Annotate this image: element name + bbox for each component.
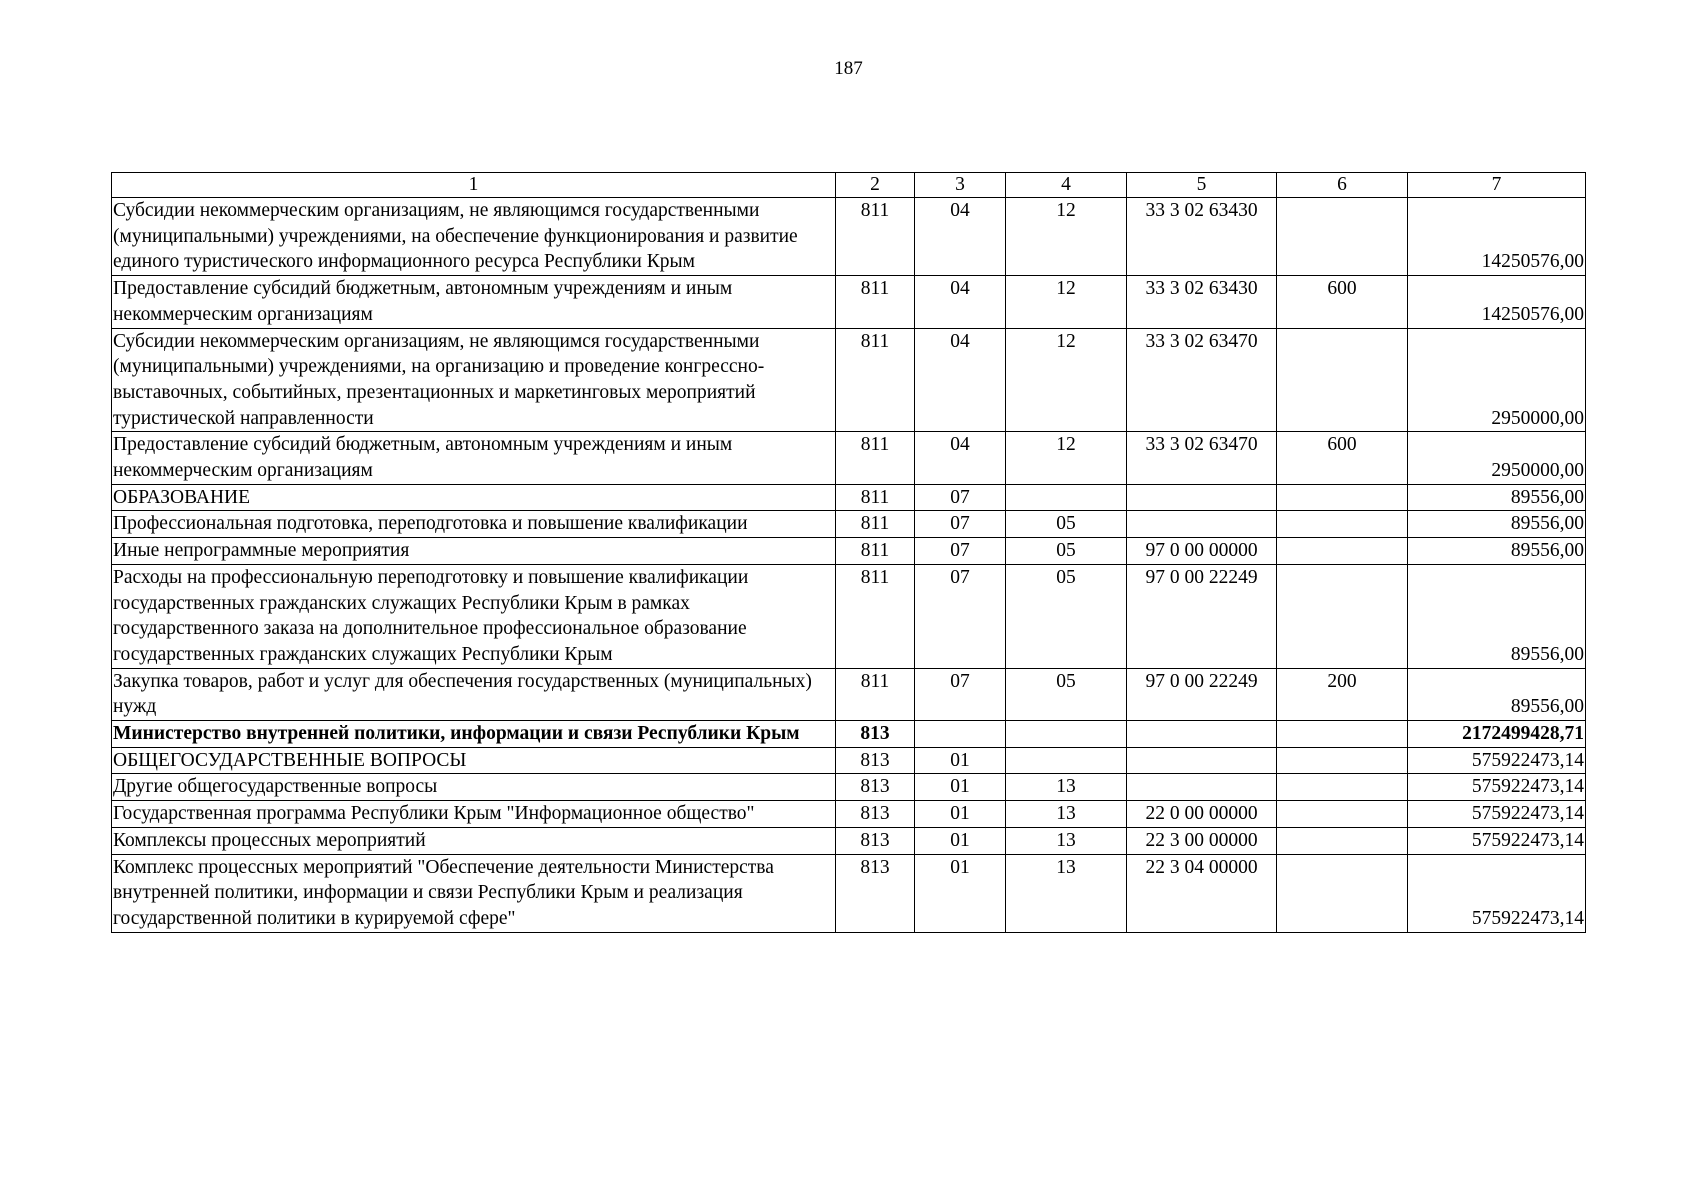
cell-amount: 575922473,14	[1408, 827, 1586, 854]
row-description: Иные непрограммные мероприятия	[112, 538, 836, 565]
cell-ministry-code: 811	[836, 511, 915, 538]
cell-subsection-code: 12	[1006, 198, 1127, 276]
cell-ministry-code: 811	[836, 432, 915, 484]
table-row	[112, 538, 1586, 565]
cell-amount: 89556,00	[1408, 484, 1586, 511]
row-description: Предоставление субсидий бюджетным, автономным учреждениям и иным некоммерческим организациям	[112, 432, 836, 484]
cell-section-code: 01	[915, 774, 1006, 801]
column-header: 7	[1408, 173, 1586, 198]
cell-expense-type	[1277, 538, 1408, 565]
cell-subsection-code: 12	[1006, 328, 1127, 432]
cell-amount: 89556,00	[1408, 564, 1586, 668]
cell-ministry-code: 811	[836, 484, 915, 511]
cell-expense-type	[1277, 774, 1408, 801]
cell-amount: 2950000,00	[1408, 432, 1586, 484]
cell-subsection-code: 05	[1006, 668, 1127, 720]
cell-section-code: 07	[915, 484, 1006, 511]
cell-expense-type	[1277, 827, 1408, 854]
table-row	[112, 721, 1586, 748]
table-row	[112, 668, 1586, 720]
cell-amount: 14250576,00	[1408, 198, 1586, 276]
cell-section-code: 01	[915, 854, 1006, 932]
cell-amount: 2172499428,71	[1408, 721, 1586, 748]
cell-expense-type	[1277, 854, 1408, 932]
cell-amount: 89556,00	[1408, 668, 1586, 720]
cell-section-code: 01	[915, 827, 1006, 854]
table-row	[112, 801, 1586, 828]
budget-table	[111, 172, 1586, 933]
table-row	[112, 564, 1586, 668]
cell-target-article	[1127, 511, 1277, 538]
table-row	[112, 328, 1586, 432]
cell-section-code: 07	[915, 564, 1006, 668]
cell-expense-type: 600	[1277, 432, 1408, 484]
row-description: Министерство внутренней политики, информации и связи Республики Крым	[112, 721, 836, 748]
column-header: 4	[1006, 173, 1127, 198]
cell-ministry-code: 811	[836, 564, 915, 668]
cell-target-article: 22 3 00 00000	[1127, 827, 1277, 854]
cell-ministry-code: 811	[836, 538, 915, 565]
cell-ministry-code: 813	[836, 827, 915, 854]
row-description: ОБЩЕГОСУДАРСТВЕННЫЕ ВОПРОСЫ	[112, 747, 836, 774]
cell-target-article	[1127, 747, 1277, 774]
table-row	[112, 484, 1586, 511]
cell-section-code: 04	[915, 198, 1006, 276]
cell-subsection-code	[1006, 747, 1127, 774]
cell-ministry-code: 813	[836, 721, 915, 748]
cell-amount: 575922473,14	[1408, 801, 1586, 828]
cell-target-article: 33 3 02 63430	[1127, 198, 1277, 276]
row-description: Субсидии некоммерческим организациям, не являющимся государственными (муниципальными) учреждениями, на организацию и проведение конгрессно-выставочных, событийных, презентационных и маркетинговых мероприятий туристической направленности	[112, 328, 836, 432]
row-description: Другие общегосударственные вопросы	[112, 774, 836, 801]
cell-amount: 14250576,00	[1408, 276, 1586, 328]
row-description: Субсидии некоммерческим организациям, не являющимся государственными (муниципальными) учреждениями, на обеспечение функционирования и развитие единого туристического информационного ресурса Республики Крым	[112, 198, 836, 276]
cell-subsection-code: 05	[1006, 538, 1127, 565]
cell-target-article: 22 3 04 00000	[1127, 854, 1277, 932]
cell-section-code: 01	[915, 801, 1006, 828]
cell-section-code: 01	[915, 747, 1006, 774]
cell-section-code: 07	[915, 668, 1006, 720]
cell-ministry-code: 813	[836, 854, 915, 932]
table-row	[112, 432, 1586, 484]
cell-expense-type	[1277, 564, 1408, 668]
table-row	[112, 747, 1586, 774]
cell-ministry-code: 813	[836, 801, 915, 828]
row-description: Закупка товаров, работ и услуг для обеспечения государственных (муниципальных) нужд	[112, 668, 836, 720]
cell-subsection-code	[1006, 721, 1127, 748]
cell-ministry-code: 813	[836, 747, 915, 774]
cell-ministry-code: 811	[836, 276, 915, 328]
cell-target-article: 97 0 00 22249	[1127, 668, 1277, 720]
table-row	[112, 276, 1586, 328]
cell-amount: 89556,00	[1408, 538, 1586, 565]
table-row	[112, 511, 1586, 538]
row-description: Расходы на профессиональную переподготовку и повышение квалификации государственных гражданских служащих Республики Крым в рамках государственного заказа на дополнительное профессиональное образование государственных гражданских служащих Республики Крым	[112, 564, 836, 668]
cell-target-article: 33 3 02 63430	[1127, 276, 1277, 328]
table-row	[112, 198, 1586, 276]
cell-target-article: 33 3 02 63470	[1127, 432, 1277, 484]
cell-expense-type	[1277, 747, 1408, 774]
cell-ministry-code: 811	[836, 668, 915, 720]
cell-subsection-code: 05	[1006, 511, 1127, 538]
cell-amount: 575922473,14	[1408, 747, 1586, 774]
cell-expense-type	[1277, 511, 1408, 538]
cell-target-article: 97 0 00 00000	[1127, 538, 1277, 565]
cell-ministry-code: 811	[836, 198, 915, 276]
cell-subsection-code: 05	[1006, 564, 1127, 668]
page-number: 187	[834, 58, 863, 79]
column-header: 6	[1277, 173, 1408, 198]
column-header: 3	[915, 173, 1006, 198]
cell-amount: 575922473,14	[1408, 774, 1586, 801]
cell-subsection-code: 12	[1006, 432, 1127, 484]
cell-subsection-code: 13	[1006, 774, 1127, 801]
cell-expense-type	[1277, 721, 1408, 748]
table-row	[112, 774, 1586, 801]
cell-amount: 89556,00	[1408, 511, 1586, 538]
cell-subsection-code: 12	[1006, 276, 1127, 328]
cell-section-code: 07	[915, 538, 1006, 565]
cell-target-article	[1127, 774, 1277, 801]
cell-subsection-code	[1006, 484, 1127, 511]
cell-section-code	[915, 721, 1006, 748]
row-description: Предоставление субсидий бюджетным, автономным учреждениям и иным некоммерческим организациям	[112, 276, 836, 328]
cell-expense-type	[1277, 484, 1408, 511]
row-description: ОБРАЗОВАНИЕ	[112, 484, 836, 511]
cell-amount: 575922473,14	[1408, 854, 1586, 932]
cell-ministry-code: 813	[836, 774, 915, 801]
row-description: Профессиональная подготовка, переподготовка и повышение квалификации	[112, 511, 836, 538]
row-description: Государственная программа Республики Крым "Информационное общество"	[112, 801, 836, 828]
cell-amount: 2950000,00	[1408, 328, 1586, 432]
column-header: 2	[836, 173, 915, 198]
cell-subsection-code: 13	[1006, 827, 1127, 854]
cell-target-article: 33 3 02 63470	[1127, 328, 1277, 432]
cell-section-code: 04	[915, 328, 1006, 432]
cell-section-code: 04	[915, 276, 1006, 328]
cell-subsection-code: 13	[1006, 854, 1127, 932]
cell-expense-type	[1277, 198, 1408, 276]
cell-section-code: 04	[915, 432, 1006, 484]
table-row	[112, 854, 1586, 932]
table-row	[112, 827, 1586, 854]
cell-target-article: 97 0 00 22249	[1127, 564, 1277, 668]
cell-expense-type	[1277, 801, 1408, 828]
cell-expense-type	[1277, 328, 1408, 432]
cell-subsection-code: 13	[1006, 801, 1127, 828]
row-description: Комплекс процессных мероприятий "Обеспечение деятельности Министерства внутренней политики, информации и связи Республики Крым и реализация государственной политики в курируемой сфере"	[112, 854, 836, 932]
row-description: Комплексы процессных мероприятий	[112, 827, 836, 854]
cell-expense-type: 200	[1277, 668, 1408, 720]
column-header: 5	[1127, 173, 1277, 198]
cell-target-article	[1127, 721, 1277, 748]
column-number-row	[112, 173, 1586, 198]
column-header: 1	[112, 173, 836, 198]
cell-target-article: 22 0 00 00000	[1127, 801, 1277, 828]
cell-ministry-code: 811	[836, 328, 915, 432]
cell-target-article	[1127, 484, 1277, 511]
cell-section-code: 07	[915, 511, 1006, 538]
cell-expense-type: 600	[1277, 276, 1408, 328]
